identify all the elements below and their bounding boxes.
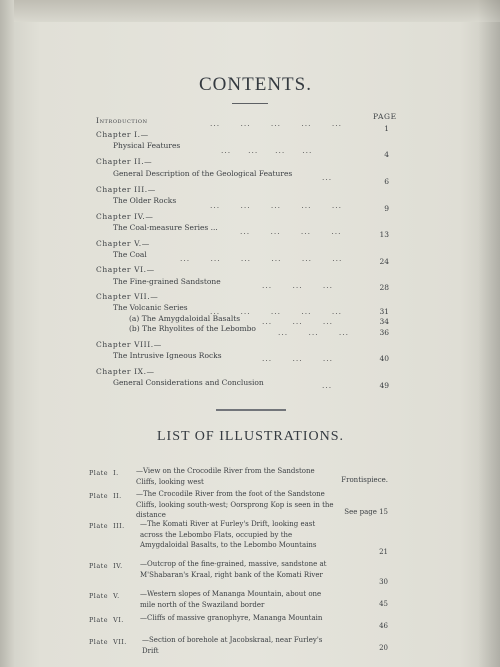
plate-page: 20 (379, 644, 388, 652)
chapter-entry: The Coal (113, 250, 147, 259)
chapter-heading: Chapter IV.— (96, 212, 154, 221)
chapter-heading: Chapter VI.— (96, 265, 155, 274)
plate-page: Frontispiece. (341, 476, 388, 484)
leader-dots: ... ... ... (262, 317, 334, 326)
plate-caption: —The Komati River at Furley's Drift, looking east across the Lebombo Flats, occupied by the Amygdaloidal Basalts, to the Lebombo Mountains (140, 520, 317, 549)
chapter-entry-page: 40 (379, 354, 389, 363)
chapter-heading: Chapter III.— (96, 185, 156, 194)
plate-label: Plate III. (89, 522, 125, 530)
chapter-heading: Chapter II.— (96, 157, 153, 166)
leader-dots: ... ... ... ... ... (210, 119, 342, 128)
plate-label: Plate II. (89, 492, 122, 500)
chapter-entry-page: 31 (379, 307, 389, 316)
plate-label: Plate I. (89, 469, 119, 477)
page-right-shadow (478, 0, 500, 667)
chapter-entry: The Fine-grained Sandstone (113, 277, 221, 286)
chapter-entry: (b) The Rhyolites of the Lebombo (129, 324, 256, 333)
leader-dots: ... ... ... (278, 328, 350, 337)
leader-dots: ... ... ... (262, 354, 334, 363)
leader-dots: ... ... ... ... ... (210, 307, 342, 316)
plate-caption: —Western slopes of Mananga Mountain, about one mile north of the Swaziland border (140, 590, 322, 609)
plate-label: Plate VII. (89, 638, 127, 646)
plate-label: Plate VI. (89, 616, 124, 624)
chapter-entry: General Considerations and Conclusion (113, 378, 264, 387)
plate-page: 30 (379, 578, 388, 586)
chapter-entry: The Intrusive Igneous Rocks (113, 351, 222, 360)
chapter-entry-page: 4 (384, 150, 389, 159)
chapter-heading: Chapter I.— (96, 130, 149, 139)
leader-dots: ... ... ... ... (240, 227, 342, 236)
leader-dots: ... (322, 381, 333, 390)
introduction-page: 1 (384, 124, 389, 133)
plate-page: See page 15 (344, 508, 388, 516)
chapter-entry-page: 36 (379, 328, 389, 337)
chapter-entry-page: 24 (379, 257, 389, 266)
plate-caption: —Section of borehole at Jacobskraal, near Furley's Drift (142, 636, 323, 655)
chapter-entry-page: 13 (379, 230, 389, 239)
plate-caption: —View on the Crocodile River from the Sandstone Cliffs, looking west (136, 467, 315, 486)
chapter-heading: Chapter IX.— (96, 367, 155, 376)
contents-title: CONTENTS. (199, 74, 312, 95)
chapter-entry-page: 6 (384, 177, 389, 186)
introduction-label: Introduction (96, 116, 148, 125)
leader-dots: ... ... ... ... ... (210, 201, 342, 210)
leader-dots: ... ... ... (262, 281, 334, 290)
plate-label: Plate IV. (89, 562, 123, 570)
page-column-label: PAGE (373, 112, 397, 121)
section-divider (216, 409, 286, 411)
plate-caption: —Cliffs of massive granophyre, Mananga Mountain (140, 614, 323, 622)
plate-page: 45 (379, 600, 388, 608)
page-top-edge (0, 0, 500, 22)
chapter-entry: The Older Rocks (113, 196, 177, 205)
chapter-heading: Chapter V.— (96, 239, 150, 248)
leader-dots: ... ... ... ... (221, 146, 313, 155)
plate-label: Plate V. (89, 592, 120, 600)
chapter-heading: Chapter VII.— (96, 292, 159, 301)
leader-dots: ... ... ... ... ... ... (180, 254, 343, 263)
chapter-entry: The Coal-measure Series ... (113, 223, 218, 232)
chapter-entry-page: 49 (379, 381, 389, 390)
chapter-entry-page: 28 (379, 283, 389, 292)
chapter-entry: The Volcanic Series (113, 303, 188, 312)
book-spine-shadow (0, 0, 14, 667)
plate-page: 21 (379, 548, 388, 556)
plate-page: 46 (379, 622, 388, 630)
chapter-heading: Chapter VIII.— (96, 340, 162, 349)
chapter-entry: General Description of the Geological Features (113, 169, 293, 178)
leader-dots: ... (322, 173, 333, 182)
chapter-entry: (a) The Amygdaloidal Basalts (129, 314, 241, 323)
contents-title-rule (232, 103, 268, 104)
plate-caption: —Outcrop of the fine-grained, massive, sandstone at M'Shabaran's Kraal, right bank of the Komati River (140, 560, 327, 579)
illustrations-title: LIST OF ILLUSTRATIONS. (157, 429, 345, 444)
chapter-entry: Physical Features (113, 141, 181, 150)
chapter-entry-page: 9 (384, 204, 389, 213)
chapter-entry-page: 34 (379, 317, 389, 326)
plate-caption: —The Crocodile River from the foot of the Sandstone Cliffs, looking south-west; Oorsprong Kop is seen in the distance (136, 490, 334, 519)
